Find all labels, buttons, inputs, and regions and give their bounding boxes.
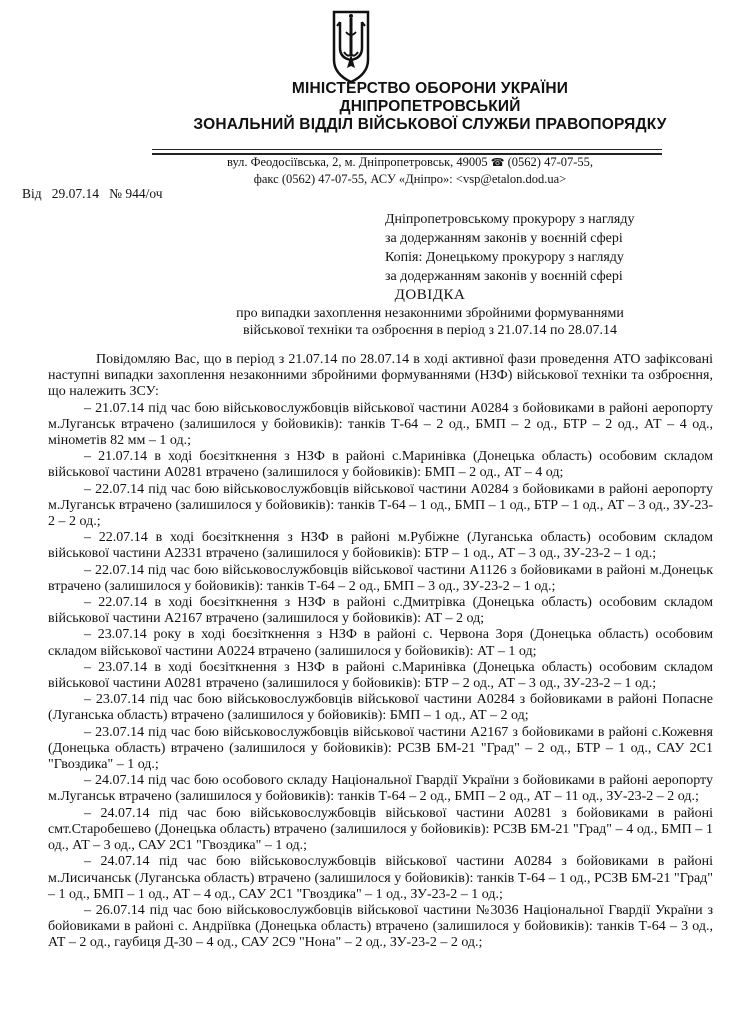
reference-from-label: Від	[22, 186, 42, 201]
incident-item: – 23.07.14 в ході боєзіткнення з НЗФ в районі с.Маринівка (Донецька область) особовим складом військової частини А0281 втрачено (залишилося у бойовиків): БТР – 2 од., АТ – 3 од., ЗУ-23-2 – 1 од.;	[48, 659, 713, 692]
fax-line: факс (0562) 47-07-55, АСУ «Дніпро»: <vsp@etalon.dod.ua>	[253, 172, 567, 186]
incident-item: – 22.07.14 в ході боєзіткнення з НЗФ в районі с.Дмитрівка (Донецька область) особовим складом військової частини А2167 втрачено (залишилося у бойовиків): АТ – 2 од;	[48, 595, 713, 627]
reference-date: 29.07.14	[51, 186, 99, 201]
address-line: вул. Феодосіївська, 2, м. Дніпропетровськ, 49005	[226, 155, 488, 169]
incident-item: – 22.07.14 під час бою військовослужбовців військової частини А0284 з бойовиками в районі аеропорту м.Луганськ втрачено (залишилося у бойовиків): танків Т-64 – 1 од., БМП – 1 од., БТР – 1 од., АТ – 3 од., ЗУ-23-2 – 2 од.;	[48, 481, 713, 530]
recipient-line: за додержанням законів у воєнній сфері	[385, 231, 623, 246]
phone-number: (0562) 47-07-55,	[507, 155, 594, 169]
phone-icon: ☎	[490, 157, 505, 169]
subtitle-line: про випадки захоплення незаконними збройними формуваннями	[236, 306, 624, 321]
document-title: ДОВІДКА	[394, 287, 466, 303]
ministry-line: ДНІПРОПЕТРОВСЬКИЙ	[339, 98, 521, 115]
header-divider	[152, 149, 662, 150]
trident-emblem-icon	[326, 8, 376, 84]
incident-item: – 26.07.14 під час бою військовослужбовців військової частини №3036 Національної Гвардії України з бойовиками в районі с. Андріївка (Донецька область) втрачено (залишилося у бойовиків): танків Т-64 – 3 од., АТ – 2 од., гаубиця Д-30 – 4 од., САУ 2С9 "Нона" – 2 од., ЗУ-23-2 – 2 од.;	[48, 902, 713, 951]
incident-item: – 24.07.14 під час бою особового складу Національної Гвардії України з бойовиками в районі аеропорту м.Луганськ втрачено (залишилося у бойовиків): танків Т-64 – 2 од., БМП – 2 од., АТ – 11 од., ЗУ-23-2 – 2 од.;	[48, 773, 713, 805]
ministry-line: ЗОНАЛЬНИЙ ВІДДІЛ ВІЙСЬКОВОЇ СЛУЖБИ ПРАВОПОРЯДКУ	[193, 116, 667, 133]
incident-item: – 23.07.14 під час бою військовослужбовців військової частини А2167 з бойовиками в районі с.Кожевня (Донецька область) втрачено (залишилося у бойовиків): РСЗВ БМ-21 "Град" – 2 од., БТР – 1 од., САУ 2С1 "Гвоздика" – 1 од.;	[48, 724, 713, 773]
incident-item: – 24.07.14 під час бою військовослужбовців військової частини А0281 з бойовиками в районі смт.Старобешево (Донецька область) втрачено (залишилося у бойовиків): РСЗВ БМ-21 "Град" – 4 од., БМП – 1 од., АТ – 3 од., САУ 2С1 "Гвоздика" – 1 од.;	[48, 805, 713, 854]
document-body	[48, 352, 713, 952]
address-block	[160, 154, 660, 187]
ministry-line: МІНІСТЕРСТВО ОБОРОНИ УКРАЇНИ	[291, 80, 569, 97]
incident-item: – 23.07.14 року в ході боєзіткнення з НЗФ в районі с. Червона Зоря (Донецька область) особовим складом військової частини А0224 втрачено (залишилося у бойовиків): АТ – 1 од;	[48, 627, 713, 659]
subtitle-line: військової техніки та озброєння в період з 21.07.14 по 28.07.14	[243, 323, 617, 338]
intro-paragraph: Повідомляю Вас, що в період з 21.07.14 по 28.07.14 в ході активної фази проведення АТО зафіксовані наступні випадки захоплення незаконними збройними формуваннями (НЗФ) військової техніки та озброєння, що належить ЗСУ:	[48, 352, 713, 400]
recipient-line: за додержанням законів у воєнній сфері	[385, 269, 623, 284]
incident-item: – 24.07.14 під час бою військовослужбовців військової частини А0284 з бойовиками в районі м.Лисичанськ (Луганська область) втрачено (залишилося у бойовиків): танків Т-64 – 1 од., РСЗВ БМ-21 "Град" – 1 од., БМП – 1 од., АТ – 4 од., САУ 2С1 "Гвоздика" – 1 од., ЗУ-23-2 – 1 од.;	[48, 854, 713, 902]
incident-item: – 22.07.14 під час бою військовослужбовців військової частини А1126 з бойовиками в районі м.Донецьк втрачено (залишилося у бойовиків): танків Т-64 – 2 од., БМП – 3 од., ЗУ-23-2 – 1 од.;	[48, 562, 713, 594]
ministry-header	[150, 80, 710, 134]
recipient-line: Копія: Донецькому прокурору з нагляду	[385, 250, 624, 265]
reference-line	[22, 186, 163, 202]
incident-item: – 21.07.14 під час бою військовослужбовців військової частини А0284 з бойовиками в районі аеропорту м.Луганськ втрачено (залишилося у бойовиків): танків Т-64 – 2 од., БМП – 2 од., БТР – 2 од., АТ – 4 од., мінометів 82 мм – 1 од.;	[48, 400, 713, 449]
recipient-block	[385, 210, 715, 286]
incident-item: – 23.07.14 під час бою військовослужбовців військової частини А0284 з бойовиками в районі Попасне (Луганська область) втрачено (залишилося у бойовиків): БМП – 1 од., АТ – 2 од;	[48, 692, 713, 724]
document-subtitle	[150, 305, 710, 339]
recipient-line: Дніпропетровському прокурору з нагляду	[385, 212, 635, 227]
incident-item: – 21.07.14 в ході боєзіткнення з НЗФ в районі с.Маринівка (Донецька область) особовим складом військової частини А0281 втрачено (залишилося у бойовиків): БМП – 2 од., АТ – 4 од;	[48, 449, 713, 481]
reference-number: № 944/оч	[109, 186, 163, 201]
incident-item: – 22.07.14 в ході боєзіткнення з НЗФ в районі м.Рубіжне (Луганська область) особовим складом військової частини А2331 втрачено (залишилося у бойовиків): БТР – 1 од., АТ – 3 од., ЗУ-23-2 – 1 од.;	[48, 530, 713, 562]
